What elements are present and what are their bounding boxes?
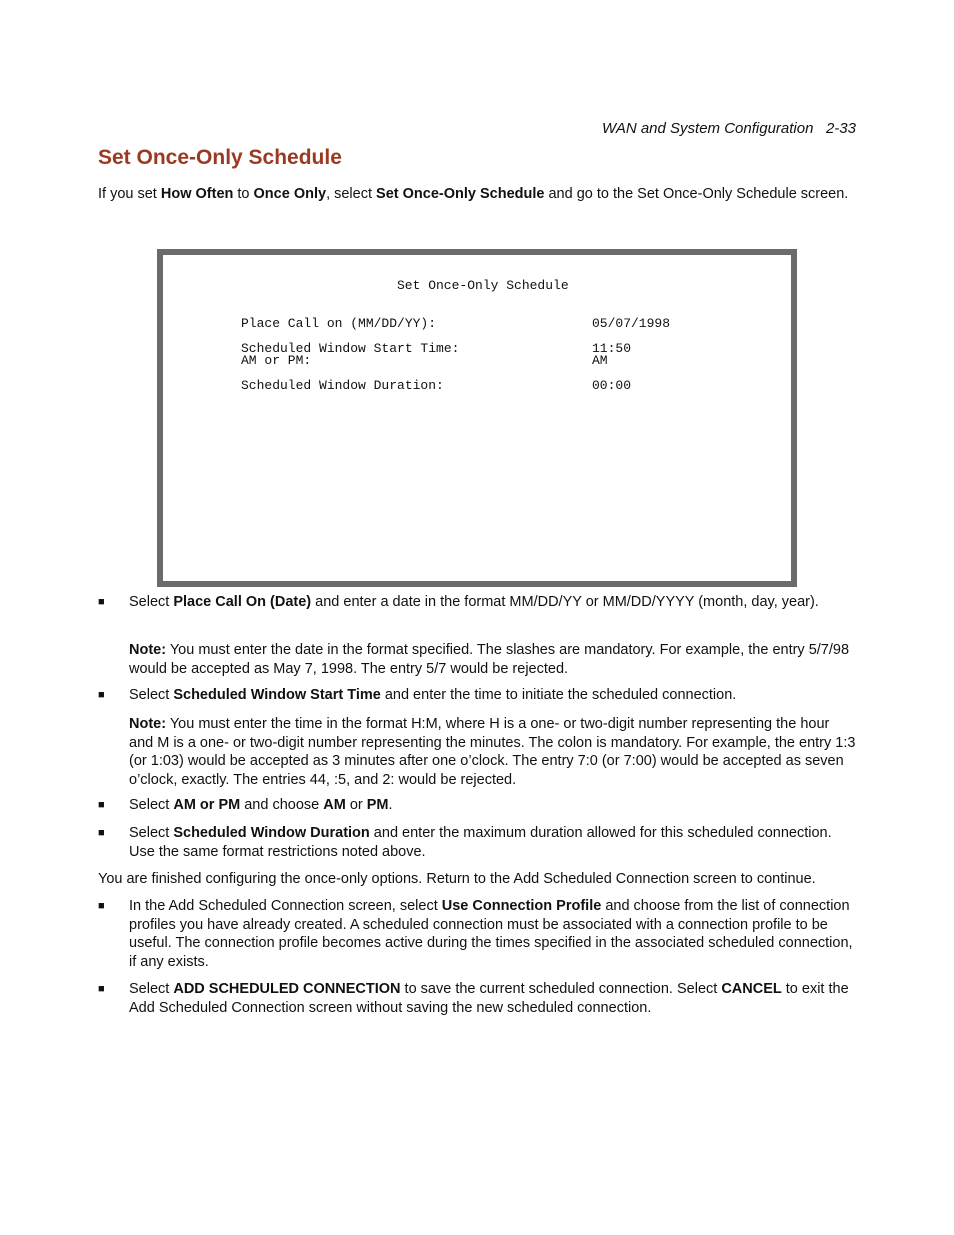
list-item xyxy=(98,824,858,861)
list-item xyxy=(98,980,858,1017)
bold-term: PM xyxy=(366,797,389,813)
bold-term: Use Connection Profile xyxy=(441,898,602,914)
text: and enter the maximum duration allowed for this scheduled connection. Use the same format restrictions noted above. xyxy=(129,825,832,860)
bullet-text xyxy=(129,980,858,1017)
bullet-text xyxy=(129,593,858,612)
bullet-text xyxy=(129,796,858,815)
note-label: Note: xyxy=(129,642,167,658)
field-value-start-time[interactable]: 11:50 xyxy=(592,341,632,356)
intro-text: If you set xyxy=(98,186,161,202)
note xyxy=(129,641,857,678)
field-value-place-call-on[interactable]: 05/07/1998 xyxy=(592,316,671,331)
terminal-screen xyxy=(157,249,797,587)
text: and enter a date in the format MM/DD/YY or MM/DD/YYYY (month, day, year). xyxy=(311,594,819,610)
bold-term: AM xyxy=(323,797,346,813)
bold-term: Place Call On (Date) xyxy=(173,594,312,610)
bold-term: CANCEL xyxy=(721,981,782,997)
intro-bold-once-only: Once Only xyxy=(253,186,327,202)
running-header xyxy=(602,120,856,137)
text: . xyxy=(388,797,393,813)
text: Select xyxy=(129,594,174,610)
section-title: Set Once-Only Schedule xyxy=(98,146,342,169)
intro-bold-set-once-only: Set Once-Only Schedule xyxy=(376,186,545,202)
bold-term: AM or PM xyxy=(173,797,241,813)
text: and choose xyxy=(240,797,324,813)
text: or xyxy=(345,797,367,813)
text: and choose from the list of connection profiles you have already created. A scheduled connection must be associated with a connection profile to be useful. The connection profile becomes active during the times specified in the associated scheduled connection, if any exists. xyxy=(129,898,853,970)
field-value-am-pm[interactable]: AM xyxy=(592,353,608,368)
bold-term: Scheduled Window Start Time xyxy=(173,687,381,703)
bullet-text xyxy=(129,824,858,861)
intro-text: to xyxy=(233,186,254,202)
bullet-mark: ■ xyxy=(98,900,105,912)
intro-text: , select xyxy=(326,186,377,202)
note xyxy=(129,715,857,789)
field-label-start-time: Scheduled Window Start Time: xyxy=(241,341,460,356)
page-number: 2-33 xyxy=(825,120,856,137)
text: Select xyxy=(129,687,174,703)
note-text: You must enter the date in the format specified. The slashes are mandatory. For example, the entry 5/7/98 would be accepted as May 7, 1998. The entry 5/7 would be rejected. xyxy=(129,642,850,677)
list-item xyxy=(98,686,858,705)
text: to exit the Add Scheduled Connection screen without saving the new scheduled connection. xyxy=(129,981,849,1016)
bullet-mark: ■ xyxy=(98,983,105,995)
intro-paragraph xyxy=(98,185,858,203)
bullet-text xyxy=(129,686,858,705)
note-label: Note: xyxy=(129,716,167,732)
list-item xyxy=(98,897,858,971)
field-label-duration: Scheduled Window Duration: xyxy=(241,378,444,393)
text: In the Add Scheduled Connection screen, select xyxy=(129,898,442,914)
screen-title: Set Once-Only Schedule xyxy=(397,278,569,293)
running-title: WAN and System Configuration xyxy=(601,120,814,137)
text: Select xyxy=(129,981,174,997)
field-label-am-pm: AM or PM: xyxy=(241,353,312,368)
bullet-mark: ■ xyxy=(98,596,105,608)
field-value-duration[interactable]: 00:00 xyxy=(592,378,632,393)
bold-term: Scheduled Window Duration xyxy=(173,825,370,841)
intro-bold-how-often: How Often xyxy=(160,186,234,202)
text: Select xyxy=(129,797,174,813)
bullet-mark: ■ xyxy=(98,799,105,811)
bullet-text xyxy=(129,897,858,971)
bullet-mark: ■ xyxy=(98,689,105,701)
bullet-mark: ■ xyxy=(98,827,105,839)
body-paragraph: You are finished configuring the once-only options. Return to the Add Scheduled Connection screen to continue. xyxy=(98,871,816,887)
list-item xyxy=(98,593,858,612)
field-label-place-call-on: Place Call on (MM/DD/YY): xyxy=(241,316,437,331)
note-text: You must enter the time in the format H:M, where H is a one- or two-digit number representing the hour and M is a one- or two-digit number representing the minutes. The colon is mandatory. For example, the entry 1:3 (or 1:03) would be accepted as 3 minutes after one o’clock. The entry 7:0 (or 7:00) would be accepted as seven o’clock, exactly. The entries 44, :5, and 2: would be rejected. xyxy=(129,716,856,788)
text: Select xyxy=(129,825,174,841)
text: to save the current scheduled connection. Select xyxy=(400,981,722,997)
intro-text: and go to the Set Once-Only Schedule screen. xyxy=(544,186,849,202)
text: and enter the time to initiate the scheduled connection. xyxy=(380,687,737,703)
bold-term: ADD SCHEDULED CONNECTION xyxy=(173,981,401,997)
list-item xyxy=(98,796,858,815)
